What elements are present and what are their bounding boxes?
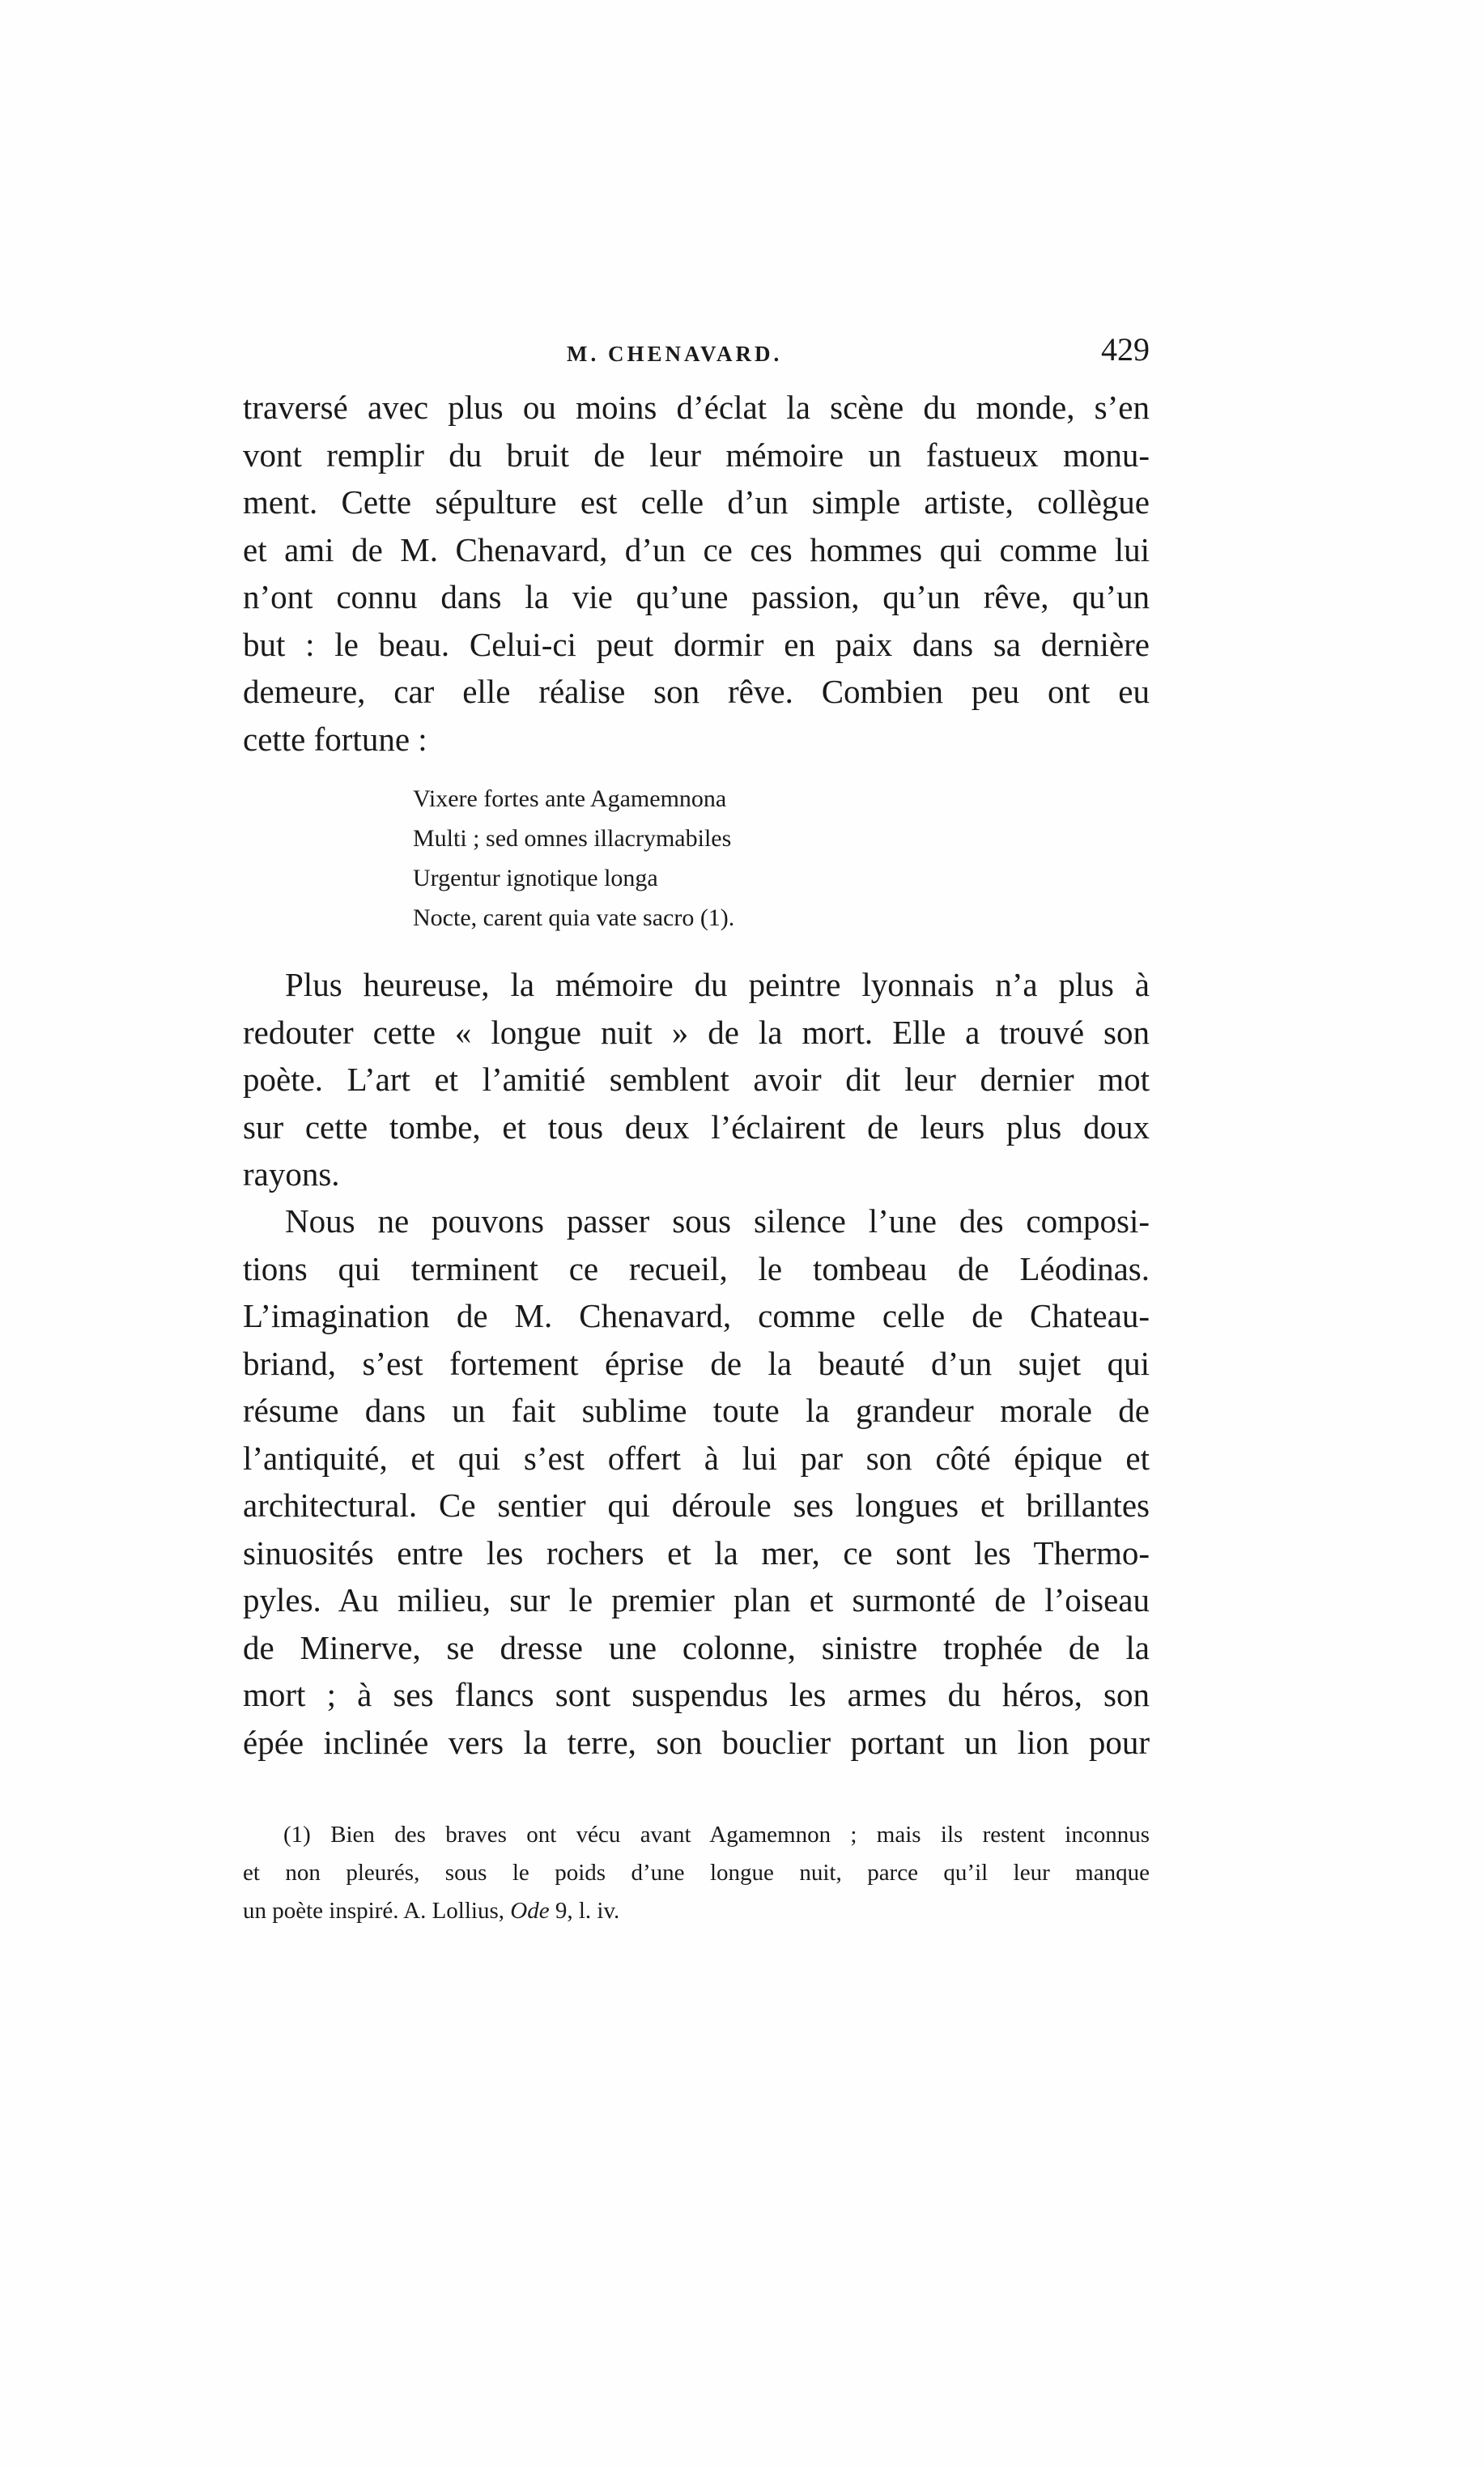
text-line: et ami de M. Chenavard, d’un ce ces hommes qui comme lui [243,530,1150,568]
text-line: épée inclinée vers la terre, son bouclier portant un lion pour [243,1723,1150,1761]
paragraph-2 [243,961,1150,1198]
footnote-reference: 9, l. iv. [555,1898,620,1924]
verse-line: Multi ; sed omnes illacrymabiles [413,825,732,852]
footnote [243,1816,1150,1930]
text-line: sur cette tombe, et tous deux l’éclairent de leurs plus doux [243,1108,1150,1146]
text-line: tions qui terminent ce recueil, le tombeau de Léodinas. [243,1249,1150,1287]
text-line: cette fortune : [243,720,427,758]
verse-line: Urgentur ignotique longa [413,865,658,891]
footnote-line [243,1892,1150,1930]
page-header [243,330,1150,379]
paragraph-1 [243,384,1150,763]
text-line: pyles. Au milieu, sur le premier plan et surmonté de l’oiseau [243,1581,1150,1618]
latin-verse-quote [413,779,980,938]
text-line: architectural. Ce sentier qui déroule ses longues et brillantes [243,1487,1150,1524]
text-line: poète. L’art et l’amitié semblent avoir dit leur dernier mot [243,1061,1150,1098]
text-line: ment. Cette sépulture est celle d’un simple artiste, collègue [243,483,1150,521]
text-line: mort ; à ses flancs sont suspendus les armes du héros, son [243,1676,1150,1713]
text-line: Nous ne pouvons passer sous silence l’une des composi- [285,1202,1150,1240]
text-line: sinuosités entre les rochers et la mer, ce sont les Thermo- [243,1533,1150,1572]
text-line: vont remplir du bruit de leur mémoire un fastueux monu- [243,436,1150,474]
text-line: rayons. [243,1155,340,1193]
text-line: l’antiquité, et qui s’est offert à lui par son côté épique et [243,1439,1150,1477]
text-line: traversé avec plus ou moins d’éclat la scène du monde, s’en [243,389,1150,426]
footnote-ode-title: Ode [510,1898,550,1924]
verse-line: Nocte, carent quia vate sacro (1). [413,904,735,931]
footnote-line: et non pleurés, sous le poids d’une longue nuit, parce qu’il leur manque [243,1860,1150,1886]
footnote-line: (1) Bien des braves ont vécu avant Agamemnon ; mais ils restent inconnus [283,1822,1150,1848]
text-line: n’ont connu dans la vie qu’une passion, qu’un rêve, qu’un [243,578,1150,615]
paragraph-3 [243,1197,1150,1766]
verse-line: Vixere fortes ante Agamemnona [413,785,727,812]
text-line: de Minerve, se dresse une colonne, sinistre trophée de la [243,1628,1150,1666]
text-line: but : le beau. Celui-ci peut dormir en paix dans sa dernière [243,625,1150,663]
text-line: résume dans un fait sublime toute la grandeur morale de [243,1392,1150,1429]
text-line: Plus heureuse, la mémoire du peintre lyonnais n’a plus à [285,966,1150,1003]
text-line: L’imagination de M. Chenavard, comme celle de Chateau- [243,1297,1150,1334]
text-line: redouter cette « longue nuit » de la mort. Elle a trouvé son [243,1013,1150,1051]
page-number: 429 [1101,331,1150,368]
text-line: demeure, car elle réalise son rêve. Combien peu ont eu [243,673,1150,710]
text-line: briand, s’est fortement éprise de la beauté d’un sujet qui [243,1344,1150,1382]
running-head: M. CHENAVARD. [567,342,783,366]
footnote-text: un poète inspiré. A. Lollius, [243,1898,504,1924]
